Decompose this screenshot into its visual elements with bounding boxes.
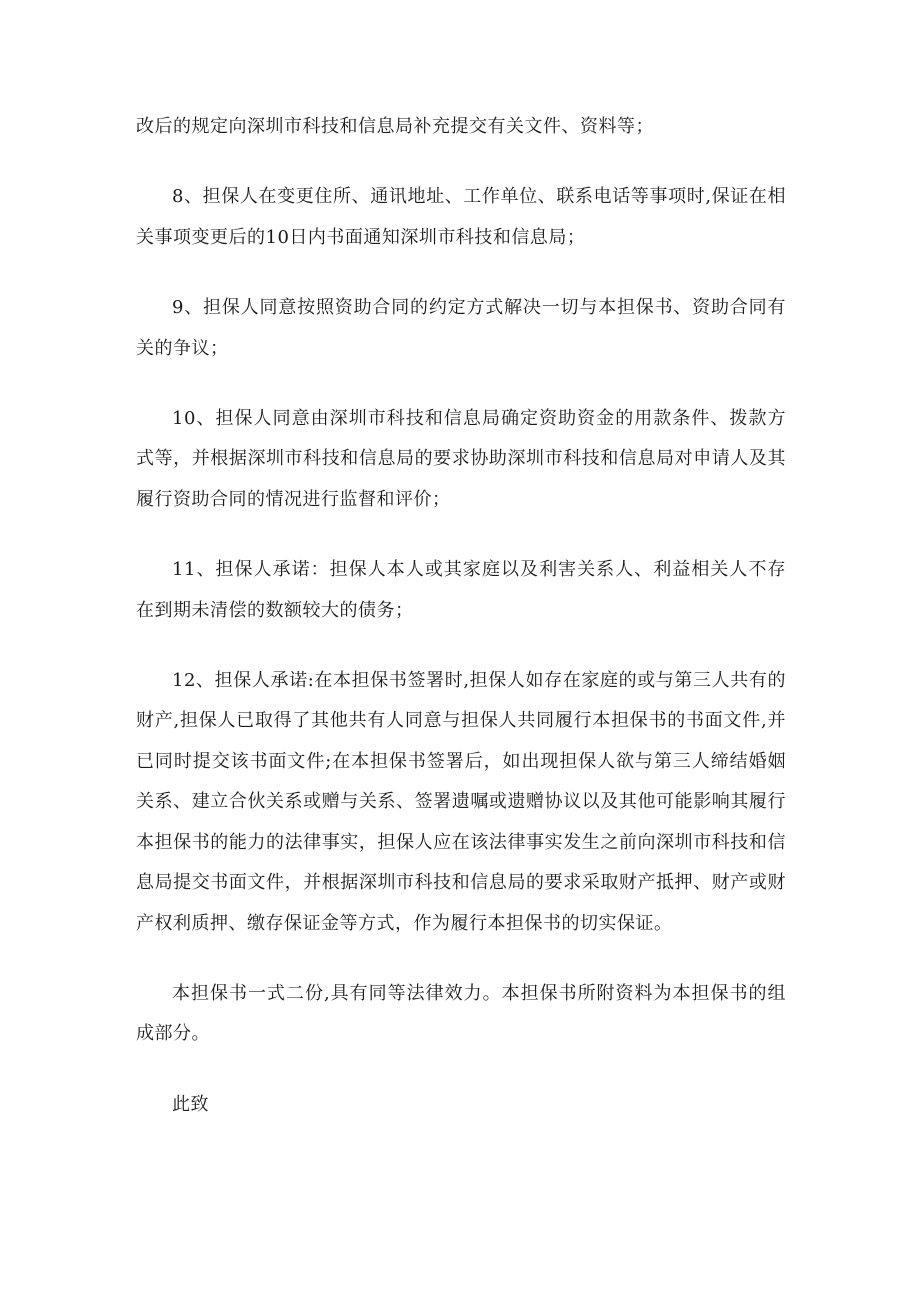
document-body [136, 107, 786, 1125]
paragraph-clause-10: 10、担保人同意由深圳市科技和信息局确定资助资金的用款条件、拨款方式等，并根据深圳市科技和信息局的要求协助深圳市科技和信息局对申请人及其履行资助合同的情况进行监督和评价； [136, 408, 786, 510]
salutation: 此致 [172, 1093, 209, 1115]
paragraph-continuation: 改后的规定向深圳市科技和信息局补充提交有关文件、资料等； [136, 116, 654, 137]
paragraph-clause-11: 11、担保人承诺：担保人本人或其家庭以及利害关系人、利益相关人不存在到期未清偿的数额较大的债务； [136, 559, 786, 621]
paragraph-clause-9: 9、担保人同意按照资助合同的约定方式解决一切与本担保书、资助合同有关的争议； [136, 297, 786, 359]
paragraph-clause-8: 8、担保人在变更住所、通讯地址、工作单位、联系电话等事项时,保证在相关事项变更后的10日内书面通知深圳市科技和信息局； [136, 186, 786, 248]
paragraph-validity: 本担保书一式二份,具有同等法律效力。本担保书所附资料为本担保书的组成部分。 [136, 982, 786, 1045]
paragraph-clause-12: 12、担保人承诺:在本担保书签署时,担保人如存在家庭的或与第三人共有的财产,担保人已取得了其他共有人同意与担保人共同履行本担保书的书面文件,并已同时提交该书面文件;在本担保书签署后，如出现担保人欲与第三人缔结婚姻关系、建立合伙关系或赠与关系、签署遗嘱或遗赠协议以及其他可能影响其履行本担保书的能力的法律事实，担保人应在该法律事实发生之前向深圳市科技和信息局提交书面文件，并根据深圳市科技和信息局的要求采取财产抵押、财产或财产权利质押、缴存保证金等方式，作为履行本担保书的切实保证。 [136, 670, 786, 934]
